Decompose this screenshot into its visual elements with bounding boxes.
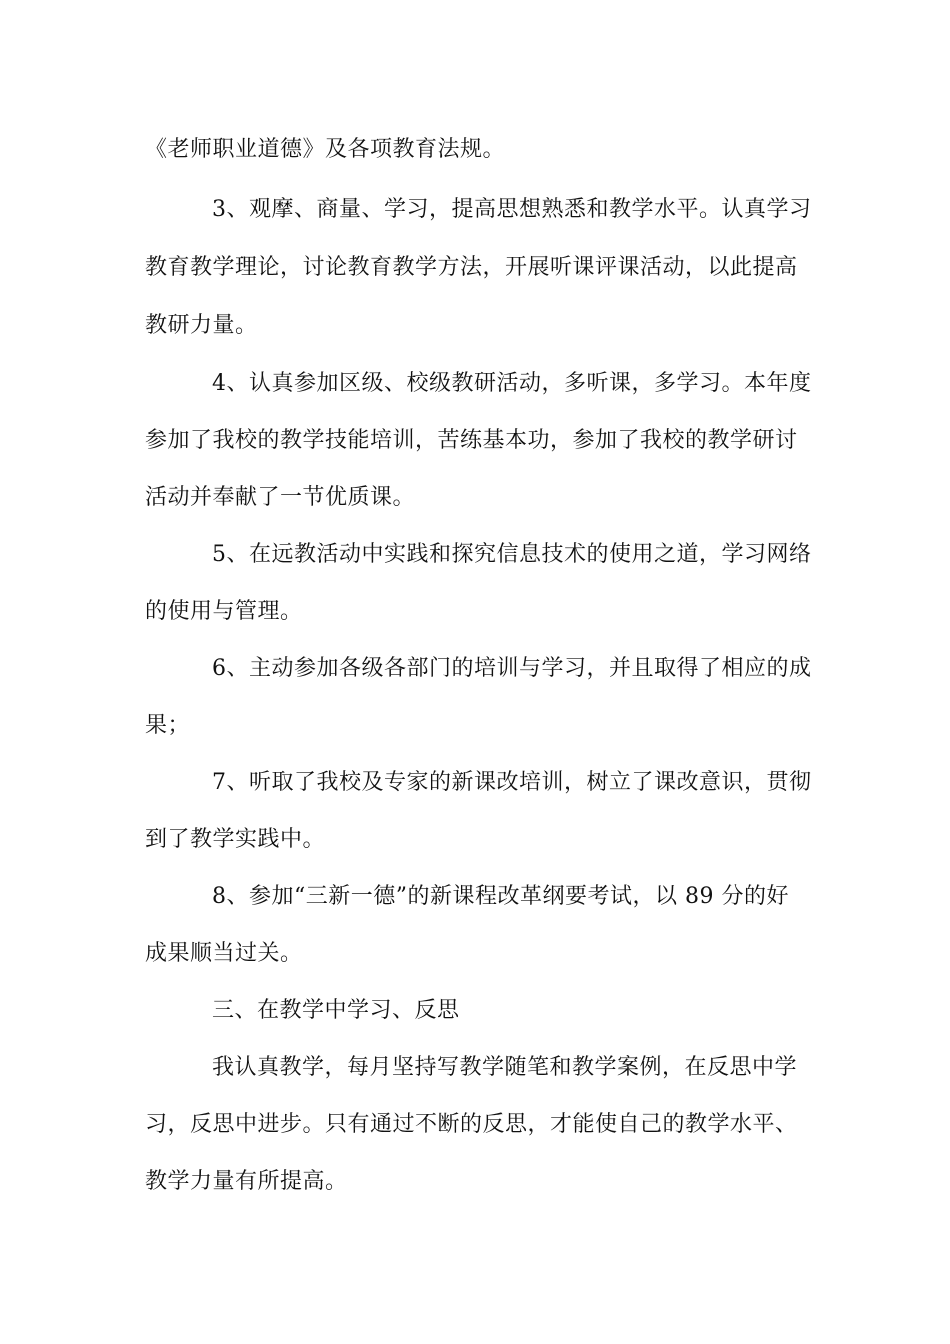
text-line: 到了教学实践中。	[145, 827, 326, 852]
text-line: 我认真教学，每月坚持写教学随笔和教学案例，在反思中学	[212, 1055, 798, 1080]
text-line: 参加了我校的教学技能培训，苦练基本功，参加了我校的教学研讨	[145, 428, 798, 453]
text-line: 教学力量有所提高。	[145, 1169, 348, 1194]
text-line: 8、参加“三新一德”的新课程改革纲要考试，以 89 分的好	[212, 884, 789, 909]
text-line: 5、在远教活动中实践和探究信息技术的使用之道，学习网络	[212, 542, 812, 567]
text-line: 教育教学理论，讨论教育教学方法，开展听课评课活动，以此提高	[145, 255, 798, 280]
text-line: 3、观摩、商量、学习，提高思想熟悉和教学水平。认真学习	[212, 197, 812, 222]
text-line: 《老师职业道德》及各项教育法规。	[145, 137, 506, 162]
text-line: 活动并奉献了一节优质课。	[145, 485, 416, 510]
text-line: 教研力量。	[145, 313, 258, 338]
text-line: 成果顺当过关。	[145, 941, 303, 966]
text-line: 6、主动参加各级各部门的培训与学习，并且取得了相应的成	[212, 656, 812, 681]
text-line: 习，反思中进步。只有通过不断的反思，才能使自己的教学水平、	[145, 1112, 798, 1137]
text-line: 果；	[145, 713, 191, 738]
text-line: 的使用与管理。	[145, 599, 303, 624]
text-line: 4、认真参加区级、校级教研活动，多听课，多学习。本年度	[212, 371, 812, 396]
text-line: 7、听取了我校及专家的新课改培训，树立了课改意识，贯彻	[212, 770, 812, 795]
section-heading: 三、在教学中学习、反思	[212, 998, 460, 1023]
